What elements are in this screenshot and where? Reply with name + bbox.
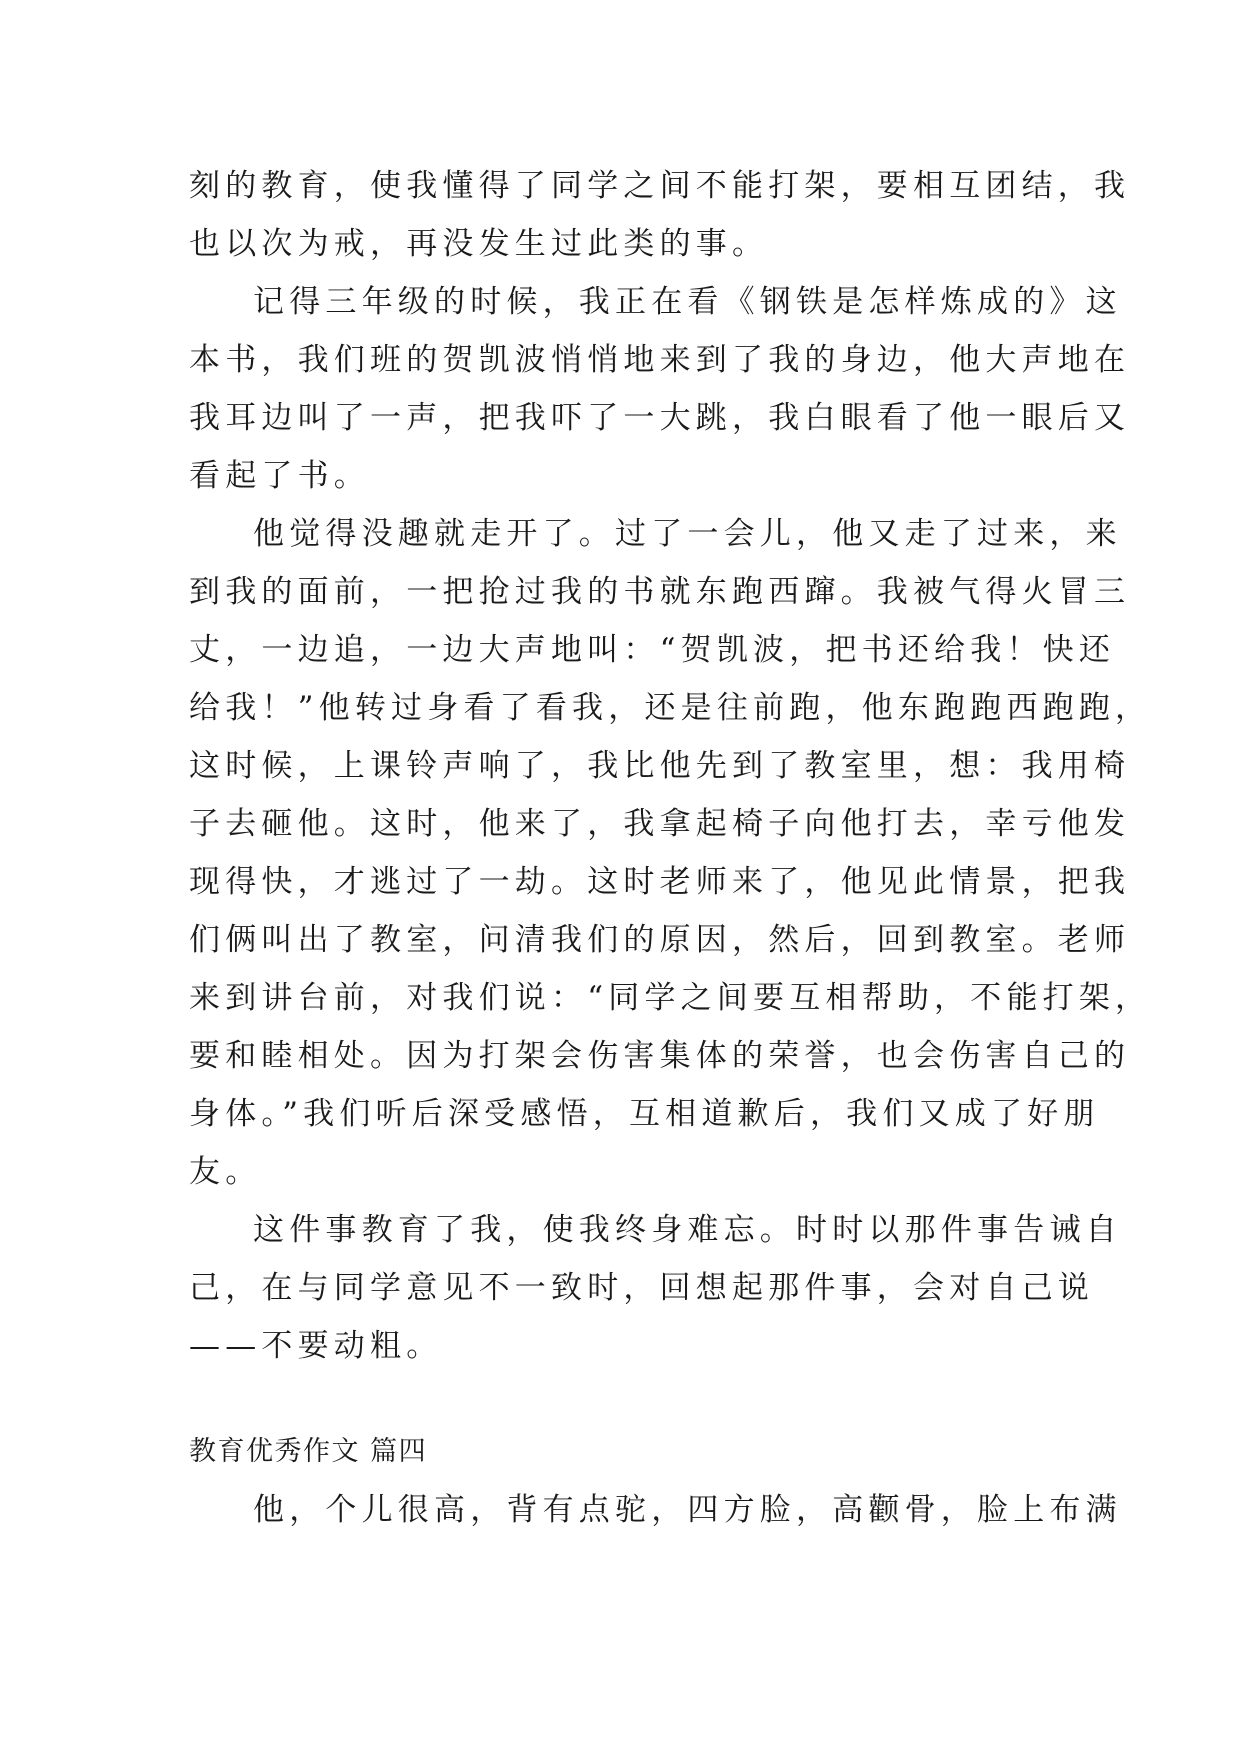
text-line: 己，在与同学意见不一致时，回想起那件事，会对自己说 <box>189 1270 1094 1306</box>
section-heading: 教育优秀作文 篇四 <box>189 1436 428 1467</box>
text-line: 本书，我们班的贺凯波悄悄地来到了我的身边，他大声地在 <box>189 342 1131 378</box>
text-line: 身体。”我们听后深受感悟，互相道歉后，我们又成了好朋 <box>189 1096 1100 1132</box>
text-line: 子去砸他。这时，他来了，我拿起椅子向他打去，幸亏他发 <box>189 806 1131 842</box>
text-line: 们俩叫出了教室，问清我们的原因，然后，回到教室。老师 <box>189 922 1131 958</box>
text-line: 现得快，才逃过了一劫。这时老师来了，他见此情景，把我 <box>189 864 1131 900</box>
text-line: 这时候，上课铃声响了，我比他先到了教室里，想：我用椅 <box>189 748 1131 784</box>
text-line: 给我！”他转过身看了看我，还是往前跑，他东跑跑西跑跑， <box>189 690 1152 726</box>
paragraph-start-line: 这件事教育了我，使我终身难忘。时时以那件事告诫自 <box>253 1212 1122 1248</box>
text-line: 我耳边叫了一声，把我吓了一大跳，我白眼看了他一眼后又 <box>189 400 1131 436</box>
text-line: 友。 <box>189 1154 262 1190</box>
text-line: ——不要动粗。 <box>189 1328 443 1364</box>
text-line: 要和睦相处。因为打架会伤害集体的荣誉，也会伤害自己的 <box>189 1038 1131 1074</box>
text-line: 也以次为戒，再没发生过此类的事。 <box>189 226 769 262</box>
text-line: 丈，一边追，一边大声地叫：“贺凯波，把书还给我！快还 <box>189 632 1116 668</box>
paragraph-start-line: 他，个儿很高，背有点驼，四方脸，高颧骨，脸上布满 <box>253 1492 1122 1528</box>
text-line: 看起了书。 <box>189 458 370 494</box>
text-line: 到我的面前，一把抢过我的书就东跑西蹿。我被气得火冒三 <box>189 574 1131 610</box>
text-line: 来到讲台前，对我们说：“同学之间要互相帮助，不能打架， <box>189 980 1152 1016</box>
text-line: 刻的教育，使我懂得了同学之间不能打架，要相互团结，我 <box>189 168 1131 204</box>
paragraph-start-line: 他觉得没趣就走开了。过了一会儿，他又走了过来，来 <box>253 516 1122 552</box>
paragraph-start-line: 记得三年级的时候，我正在看《钢铁是怎样炼成的》这 <box>253 284 1122 320</box>
